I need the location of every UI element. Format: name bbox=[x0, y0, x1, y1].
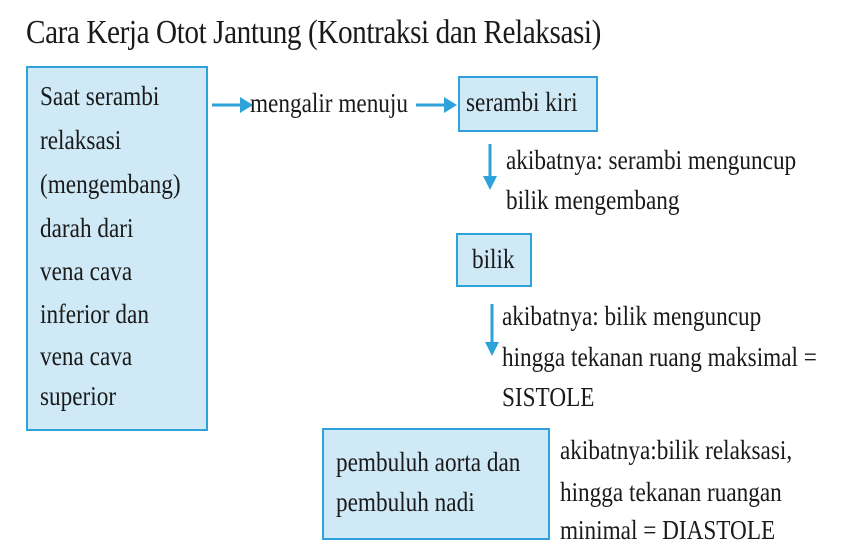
ventricle-label: bilik bbox=[472, 244, 515, 274]
atrium-relaxation-line: vena cava bbox=[40, 256, 133, 286]
note-2-line: SISTOLE bbox=[502, 382, 595, 412]
right-arrow-icon bbox=[210, 94, 254, 116]
down-arrow-icon bbox=[480, 142, 500, 192]
atrium-relaxation-line: inferior dan bbox=[40, 299, 149, 329]
note-1-line: bilik mengembang bbox=[506, 185, 680, 215]
left-atrium-label: serambi kiri bbox=[466, 87, 578, 117]
note-3-line: hingga tekanan ruangan bbox=[560, 477, 782, 507]
atrium-relaxation-line: Saat serambi bbox=[40, 81, 160, 111]
note-1-line: akibatnya: serambi menguncup bbox=[506, 145, 797, 175]
vessels-line: pembuluh nadi bbox=[336, 487, 475, 517]
atrium-relaxation-line: superior bbox=[40, 381, 117, 411]
diagram-title: Cara Kerja Otot Jantung (Kontraksi dan Relaksasi) bbox=[26, 14, 601, 51]
flow-label: mengalir menuju bbox=[250, 88, 408, 118]
right-arrow-icon bbox=[414, 94, 458, 116]
atrium-relaxation-line: relaksasi bbox=[40, 125, 122, 155]
atrium-relaxation-line: darah dari bbox=[40, 213, 134, 243]
down-arrow-icon bbox=[482, 302, 502, 358]
note-2-line: hingga tekanan ruang maksimal = bbox=[502, 342, 817, 372]
atrium-relaxation-line: (mengembang) bbox=[40, 169, 181, 199]
atrium-relaxation-line: vena cava bbox=[40, 341, 133, 371]
note-3-line: akibatnya:bilik relaksasi, bbox=[560, 435, 793, 465]
note-3-line: minimal = DIASTOLE bbox=[560, 515, 776, 545]
vessels-line: pembuluh aorta dan bbox=[336, 447, 521, 477]
atrium-relaxation-box bbox=[26, 66, 208, 431]
note-2-line: akibatnya: bilik menguncup bbox=[502, 301, 762, 331]
